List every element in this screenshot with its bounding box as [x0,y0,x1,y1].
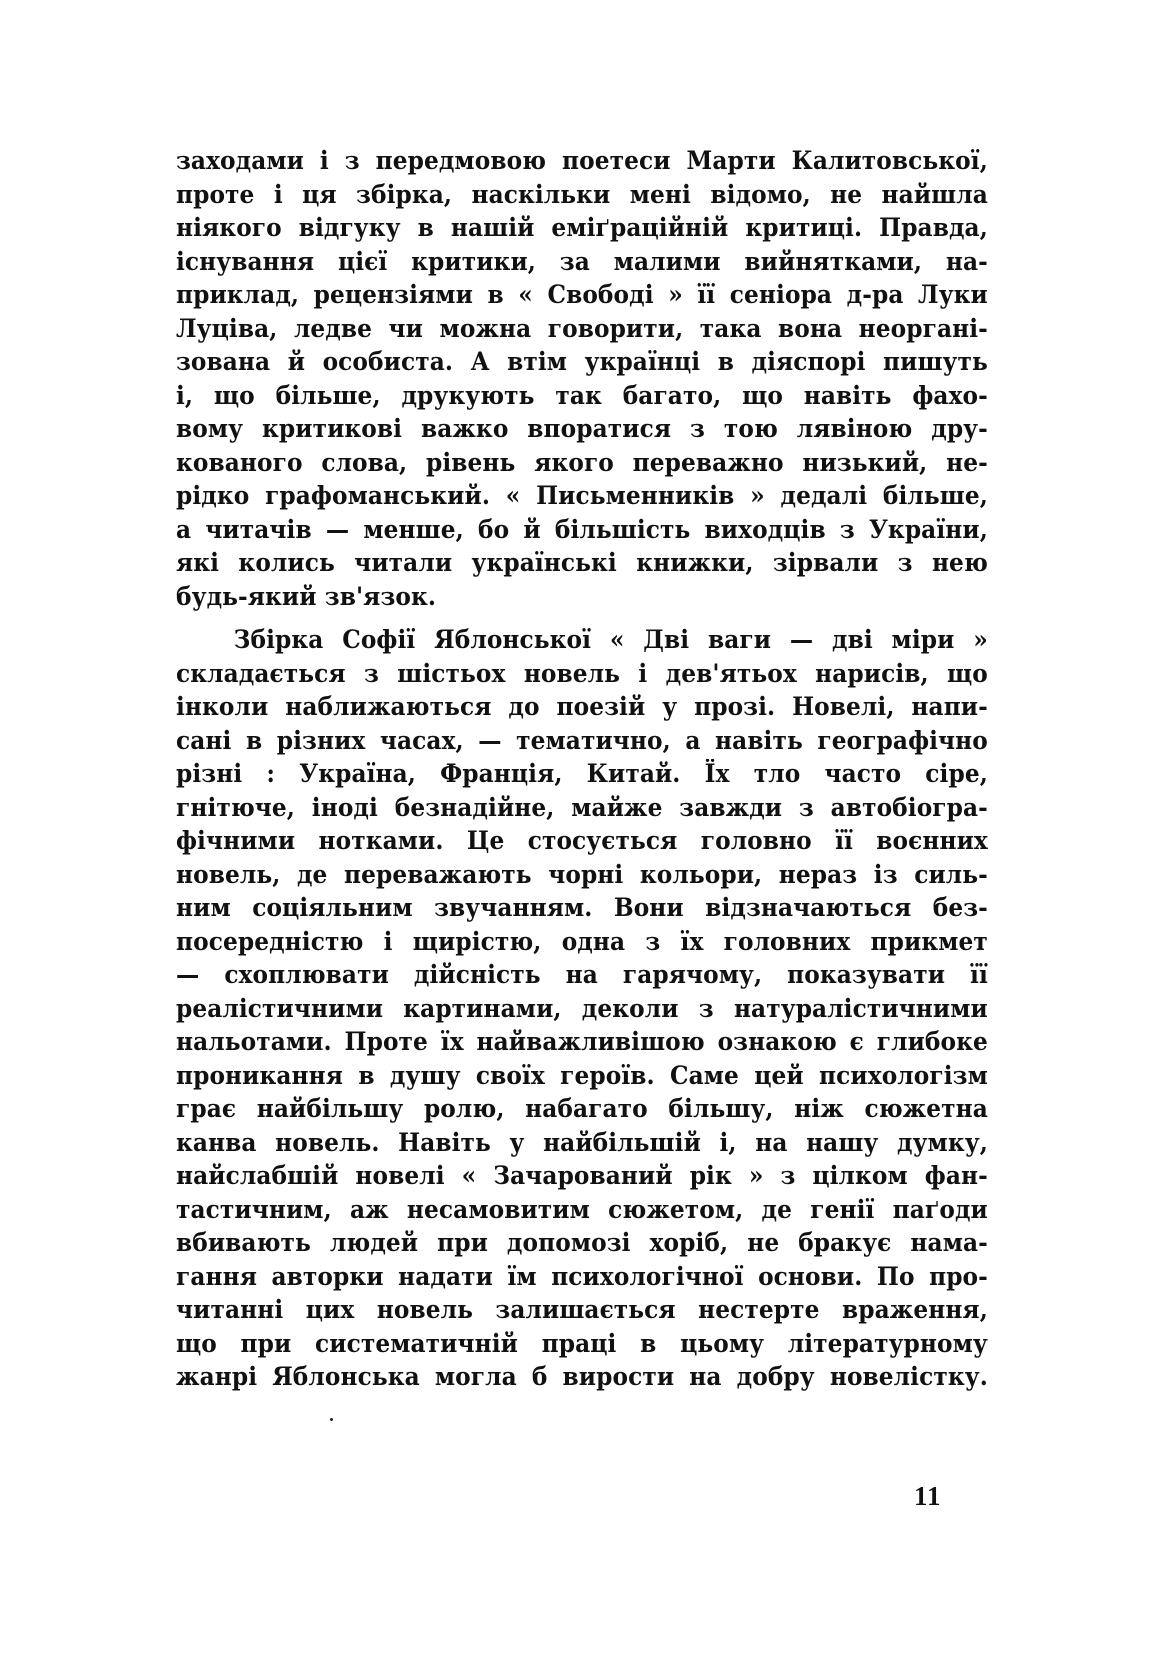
text-line: зована й особиста. А втім українці в діяспорі пишуть [176,347,988,376]
scan-speck [330,1418,333,1421]
text-line: і, що більше, друкують так багато, що навіть фахо- [176,380,988,410]
text-line: реалістичними картинами, деколи з натуралістичними [176,993,988,1023]
paragraph-2 [176,623,988,1394]
text-line: найслабшій новелі « Зачарований рік » з цілком фан- [176,1161,988,1190]
text-line: існування цієї критики, за малими вийнятками, на- [176,246,988,276]
text-line: вбивають людей при допомозі хоріб, не бракує нама- [176,1228,988,1257]
text-line: будь-який зв'язок. [176,581,437,611]
text-line: приклад, рецензіями в « Свободі » її сеніора д-ра Луки [176,280,988,309]
text-line: вому критикові важко впоратися з тою лявіною дру- [176,414,988,443]
text-line: нальотами. Проте їх найважливішою ознакою є глибоке [176,1027,988,1056]
body-text [176,144,988,1394]
text-line: проникання в душу своїх героїв. Саме цей психологізм [176,1060,988,1090]
text-line: новель, де переважають чорні кольори, нераз із силь- [176,859,988,889]
text-line: проте і ця збірка, наскільки мені відомо, не найшла [176,179,988,209]
text-line: рідко графоманський. « Письменників » дедалі більше, [176,481,988,510]
text-line: Луціва, ледве чи можна говорити, така вона неоргані- [176,313,988,343]
text-line: канва новель. Навіть у найбільшій і, на нашу думку, [176,1127,988,1157]
text-line: складається з шістьох новель і дев'ятьох нарисів, що [176,658,988,688]
text-line: ним соціяльним звучанням. Вони відзначаються без- [176,893,988,922]
text-line: сані в різних часах, — тематично, а навіть географічно [176,725,988,755]
text-line: а читачів — менше, бо й більшість виходців з України, [176,514,988,544]
text-line: інколи наближаються до поезій у прозі. Новелі, напи- [176,692,988,721]
text-line: гнітюче, іноді безнадійне, майже завжди з автобіогра- [176,792,988,822]
page-number: 11 [914,1481,942,1511]
paragraph-gap [176,613,988,623]
text-line: посередністю і щирістю, одна з їх головних прикмет [176,926,988,956]
text-line: читанні цих новель залишається нестерте враження, [176,1295,988,1324]
text-line: гання авторки надати їм психологічної основи. По про- [176,1261,988,1291]
text-line: які колись читали українські книжки, зірвали з нею [176,548,988,577]
text-line: Збірка Софії Яблонської « Дві ваги — дві міри » [233,625,988,654]
text-line: заходами і з передмовою поетеси Марти Калитовської, [176,146,988,175]
text-line: грає найбільшу ролю, набагато більшу, ніж сюжетна [176,1094,988,1123]
text-line: різні : Україна, Франція, Китай. Їх тло часто сіре, [176,759,988,788]
text-line: тастичним, аж несамовитим сюжетом, де генії паґоди [176,1194,988,1224]
text-line: що при систематичній праці в цьому літературному [176,1328,988,1358]
text-line: фічними нотками. Це стосується головно її воєнних [176,826,988,855]
text-line: жанрі Яблонська могла б вирости на добру новелістку. [176,1362,988,1391]
text-line: ніякого відгуку в нашій еміґраційній критиці. Правда, [176,213,988,242]
text-line: — схоплювати дійсність на гарячому, показувати її [176,960,988,989]
paragraph-1 [176,144,988,613]
text-line: кованого слова, рівень якого переважно низький, не- [176,447,988,477]
